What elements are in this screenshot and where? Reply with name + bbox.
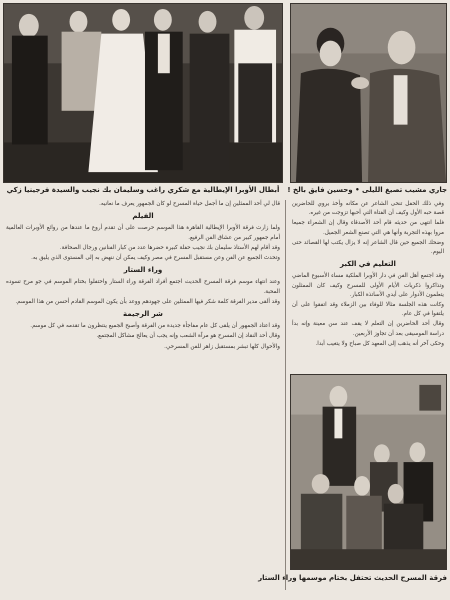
paragraph: وقال أحد الحاضرين إن التعلم لا يقف عند سن معينة وإنه بدأ دراسة الموسيقى بعد أن تجاوز الأربعين. [292,321,444,337]
section-heading: التعليم في الكبر [340,260,396,269]
paragraph: وتحدث الجميع عن الفن وعن مستقبل المسرح في مصر وكيف يمكن أن ننهض به إلى المستوى الذي يليق به. [31,255,280,262]
photo-opera-group [3,3,283,183]
paragraph: وفي ذلك الحفل تنحى الشاعر عن مكانه وأخذ يروي للحاضرين قصة حبه الأول وكيف أن الفتاة التي أحبها تزوجت من غيره. [292,201,444,217]
left-text-column [6,200,280,594]
section-heading: وراء الستار [123,266,163,275]
paragraph: وقد اعتاد الجمهور أن يلقى كل عام مفاجأة جديدة من الفرقة وأصبح الجميع ينتظرون ما تقدمه في كل موسم. [30,323,280,330]
paragraph: وقد اجتمع أهل الفن في دار الأوبرا الملكية مساء الأسبوع الماضي وتذاكروا ذكريات الأيام الأولى للمسرح وكيف كان الممثلون يتعلمون الأدوار على أيدي الأساتذة الكبار. [292,273,444,298]
photo-opera-group-image [4,4,282,182]
paragraph: وعند انتهاء موسم فرقة المسرح الحديث اجتمع أفراد الفرقة وراء الستار واحتفلوا بختام الموسم في جو مرح تسوده المحبة. [6,279,280,295]
paragraph: وقال أحد النقاد إن المسرح هو مرآة الشعب وإنه يجب أن يعالج مشاكل المجتمع. [96,333,280,340]
paragraph: وحكى آخر أنه يذهب إلى المعهد كل صباح ولا يتغيب أبدا. [315,340,444,347]
section-heading: الفيلم [132,212,154,221]
photo-two-actors-image [291,4,446,182]
caption-theatre-troupe: فرقة المسرح الحديث تحتفل بختام موسمها وراء الستار [258,574,447,582]
paragraph: ولما زارت فرقة الأوبرا الإيطالية القاهرة هذا الموسم حرصت على أن تقدم أروع ما عندها من روائع الأوبرات العالمية أمام جمهور كبير من عشاق الفن الرفيع. [6,225,280,241]
caption-opera-group: أبطال الأوبرا الإيطالية مع شكري راغب وسليمان بك نجيب والسيدة فرجينيا زكي [6,186,280,194]
paragraph: وقد أقام لهم الأستاذ سليمان بك نجيب حفلة كبيرة حضرها عدد من كبار الفنانين ورجال الصحافة. [59,244,280,251]
right-text-column [292,200,444,370]
paragraph: وضحك الجميع حين قال الشاعر إنه لا يزال يكتب لها القصائد حتى اليوم. [292,239,444,256]
caption-two-actors: جاري مشيب تصيغ الليلى • وحسين فايق بالخ ! [287,186,447,194]
photo-theatre-troupe-image [291,375,446,569]
paragraph: وكانت هذه الجلسة مثالا للوفاء بين الزملاء وقد اتفقوا على أن يلتقوا في كل عام. [292,302,444,318]
intro-paragraph: قال لي أحد الممثلين إن ما أجمل حياة المسرح لو كان الجمهور يعرف ما نعانيه. [99,201,280,207]
column-divider [285,200,286,590]
photo-theatre-troupe [290,374,447,570]
paragraph: وقد ألقى مدير الفرقة كلمة شكر فيها الممثلين على جهودهم ووعد بأن يكون الموسم القادم أحسن من هذا الموسم. [15,298,280,305]
paragraph: فلما انتهى من حديثه قام أحد الأصدقاء وقال إن الشعراء جميعا مروا بهذه التجربة وأنها هي التي تصنع الشعر الجميل. [292,220,444,236]
photo-two-actors [290,3,447,183]
section-heading: شر الرجيمة [123,310,163,319]
paragraph: والأحوال كلها تبشر بمستقبل زاهر للفن المسرحي. [164,343,280,350]
